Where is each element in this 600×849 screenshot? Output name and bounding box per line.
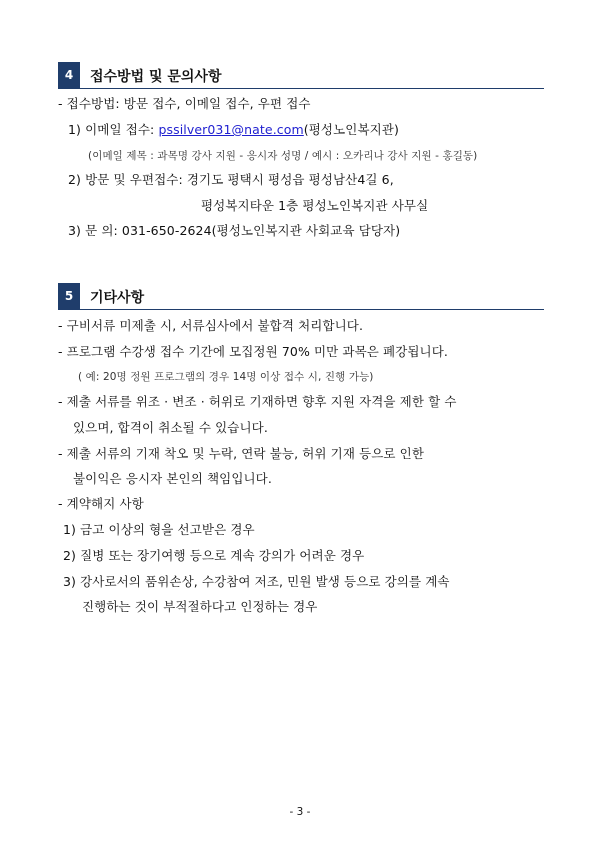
misc-item-cancellation-example: ( 예: 20명 정원 프로그램의 경우 14명 이상 접수 시, 진행 가능) bbox=[78, 371, 374, 383]
termination-item-3-cont: 진행하는 것이 부적절하다고 인정하는 경우 bbox=[82, 599, 318, 614]
misc-item-forgery: - 제출 서류를 위조 · 변조 · 허위로 기재하면 향후 지원 자격을 제한 할 수 bbox=[58, 394, 457, 409]
misc-item-documents: - 구비서류 미제출 시, 서류심사에서 불합격 처리합니다. bbox=[58, 318, 364, 333]
misc-item-errors-cont: 불이익은 응시자 본인의 책임입니다. bbox=[73, 471, 272, 486]
misc-item-cancellation: - 프로그램 수강생 접수 기간에 모집정원 70% 미만 과목은 폐강됩니다. bbox=[58, 344, 448, 359]
email-reception-line bbox=[68, 122, 399, 138]
misc-item-errors: - 제출 서류의 기재 착오 및 누락, 연락 불능, 허위 기재 등으로 인한 bbox=[58, 446, 425, 461]
section-5-divider bbox=[58, 309, 544, 310]
inquiry-line: 3) 문 의: 031-650-2624(평성노인복지관 사회교육 담당자) bbox=[68, 223, 401, 238]
section-4-divider bbox=[58, 88, 544, 89]
section-4-number: 4 bbox=[58, 62, 80, 88]
section-5-title: 기타사항 bbox=[90, 290, 145, 306]
page-number: - 3 - bbox=[289, 806, 311, 818]
termination-item-3: 3) 강사로서의 품위손상, 수강참여 저조, 민원 발생 등으로 강의를 계속 bbox=[63, 574, 450, 589]
termination-item-1: 1) 금고 이상의 형을 선고받은 경우 bbox=[63, 522, 255, 537]
email-reception-label: 1) 이메일 접수: bbox=[68, 122, 159, 137]
email-reception-suffix: (평성노인복지관) bbox=[303, 122, 399, 137]
contract-termination-heading: - 계약해지 사항 bbox=[58, 496, 144, 511]
email-subject-note: (이메일 제목 : 과목명 강사 지원 - 응시자 성명 / 예시 : 오카리나 강사 지원 - 홍길동) bbox=[88, 150, 478, 162]
termination-item-2: 2) 질병 또는 장기여행 등으로 계속 강의가 어려운 경우 bbox=[63, 548, 365, 563]
section-5-number: 5 bbox=[58, 283, 80, 309]
visit-mail-address-cont: 평성복지타운 1층 평성노인복지관 사무실 bbox=[201, 198, 429, 213]
section-5-header bbox=[58, 283, 544, 309]
email-link[interactable]: pssilver031@nate.com bbox=[158, 122, 304, 137]
misc-item-forgery-cont: 있으며, 합격이 취소될 수 있습니다. bbox=[73, 420, 268, 435]
section-4-header bbox=[58, 62, 544, 88]
visit-mail-line: 2) 방문 및 우편접수: 경기도 평택시 평성읍 평성남산4길 6, bbox=[68, 172, 394, 187]
section-4-title: 접수방법 및 문의사항 bbox=[90, 69, 222, 85]
reception-method-line: - 접수방법: 방문 접수, 이메일 접수, 우편 접수 bbox=[58, 96, 311, 111]
